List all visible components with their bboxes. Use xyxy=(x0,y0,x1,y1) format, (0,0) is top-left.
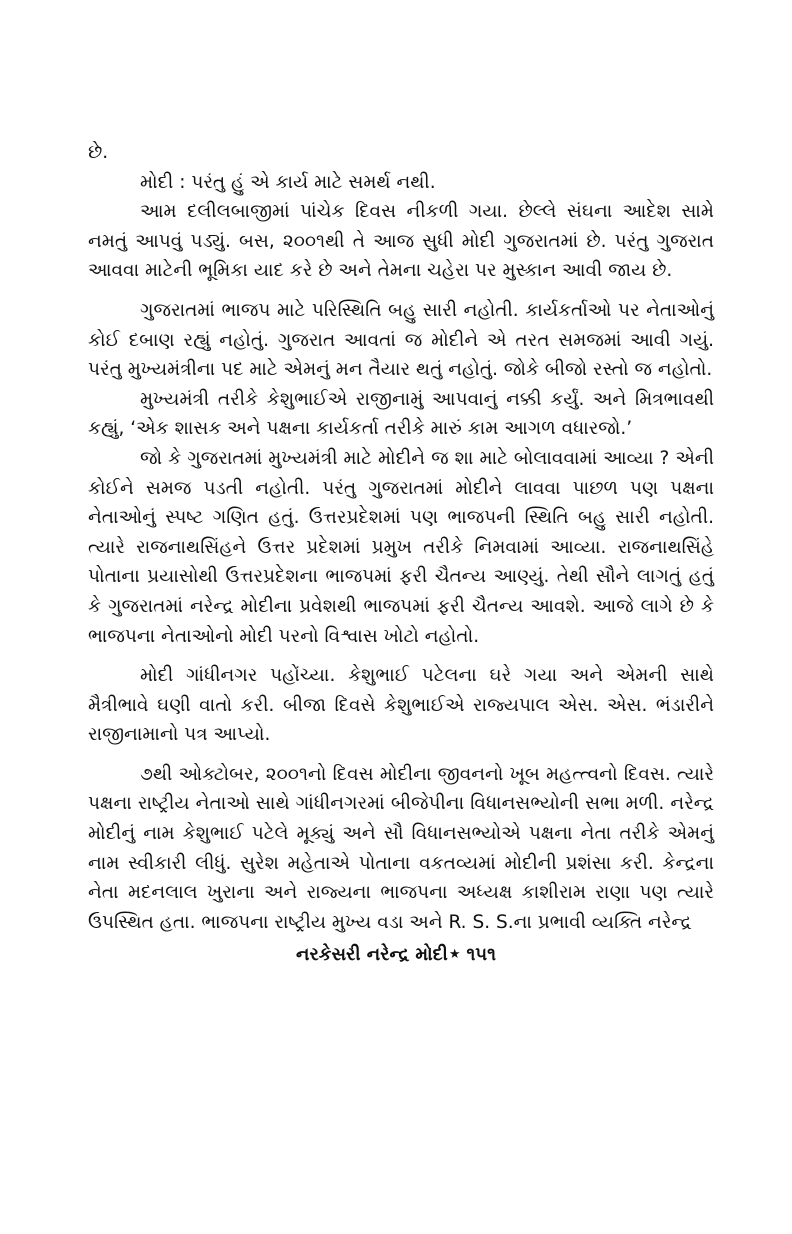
paragraph: મોદી ગાંધીનગર પહોંચ્યા. કેશુભાઈ પટેલના ઘરે ગયા અને એમની સાથે મૈત્રીભાવે ઘણી વાતો કરી. બીજા દિવસે કેશુભાઈએ રાજ્યપાલ એસ. એસ. ભંડારીને રાજીનામાનો પત્ર આપ્યો. xyxy=(88,665,714,746)
page-footer xyxy=(0,944,792,965)
paragraph: જો કે ગુજરાતમાં મુખ્યમંત્રી માટે મોદીને જ શા માટે બોલાવવામાં આવ્યા ? એની કોઈને સમજ પડતી નહોતી. પરંતુ ગુજરાતમાં મોદીને લાવવા પાછળ પણ પક્ષના નેતાઓનું સ્પષ્ટ ગણિત હતું. ઉત્તરપ્રદેશમાં પણ ભાજપની સ્થિતિ બહુ સારી નહોતી. ત્યારે રાજનાથસિંહને ઉત્તર પ્રદેશમાં પ્રમુખ તરીકે નિમવામાં આવ્યા. રાજનાથસિંહે પોતાના પ્રયાસોથી ઉત્તરપ્રદેશના ભાજપમાં ફરી ચૈતન્ય આણ્યું. તેથી સૌને લાગતું હતું કે ગુજરાતમાં નરેન્દ્ર મોદીના પ્રવેશથી ભાજપમાં ફરી ચૈતન્ય આવશે. આજે લાગે છે કે ભાજપના નેતાઓનો મોદી પરનો વિશ્વાસ ખોટો નહોતો. xyxy=(88,447,714,647)
page-body-text xyxy=(88,138,714,937)
page-number: ૧૫૧ xyxy=(466,944,496,965)
paragraph-continuation: છે. xyxy=(88,142,109,163)
star-icon: ★ xyxy=(448,947,461,962)
paragraph: આમ દલીલબાજીમાં પાંચેક દિવસ નીકળી ગયા. છેલ્લે સંઘના આદેશ સામે નમતું આપવું પડ્યું. બસ, ૨૦૦૧થી તે આજ સુધી મોદી ગુજરાતમાં છે. પરંતુ ગુજરાત આવવા માટેની ભૂમિકા યાદ કરે છે અને તેમના ચહેરા પર મુસ્કાન આવી જાય છે. xyxy=(88,201,714,282)
paragraph: ગુજરાતમાં ભાજપ માટે પરિસ્થિતિ બહુ સારી નહોતી. કાર્યકર્તાઓ પર નેતાઓનું કોઈ દબાણ રહ્યું નહોતું. ગુજરાત આવતાં જ મોદીને એ તરત સમજમાં આવી ગયું. પરંતુ મુખ્યમંત્રીના પદ માટે એમનું મન તૈયાર થતું નહોતું. જોકે બીજો રસ્તો જ નહોતો. xyxy=(88,299,714,381)
running-title: નરકેસરી નરેન્દ્ર મોદી xyxy=(296,944,448,965)
paragraph-dialogue: મોદી : પરંતુ હું એ કાર્ય માટે સમર્થ નથી. xyxy=(140,171,436,193)
paragraph: મુખ્યમંત્રી તરીકે કેશુભાઈએ રાજીનામું આપવાનું નક્કી કર્યું. અને મિત્રભાવથી કહ્યું, ‘એક શાસક અને પક્ષના કાર્યકર્તા તરીકે મારું કામ આગળ વધારજો.’ xyxy=(88,388,714,440)
paragraph: ૭થી ઓક્ટોબર, ૨૦૦૧નો દિવસ મોદીના જીવનનો ખૂબ મહત્ત્વનો દિવસ. ત્યારે પક્ષના રાષ્ટ્રીય નેતાઓ સાથે ગાંધીનગરમાં બીજેપીના વિધાનસભ્યોની સભા મળી. નરેન્દ્ર મોદીનું નામ કેશુભાઈ પટેલે મૂક્યું અને સૌ વિધાનસભ્યોએ પક્ષના નેતા તરીકે એમનું નામ સ્વીકારી લીધું. સુરેશ મહેતાએ પોતાના વકતવ્યમાં મોદીની પ્રશંસા કરી. કેન્દ્રના નેતા મદનલાલ ખુરાના અને રાજ્યના ભાજપના અધ્યક્ષ કાશીરામ રાણા પણ ત્યારે ઉપસ્થિત હતા. ભાજપના રાષ્ટ્રીય મુખ્ય વડા અને R. S. S.ના પ્રભાવી વ્યક્તિ નરેન્દ્ર xyxy=(88,763,714,933)
